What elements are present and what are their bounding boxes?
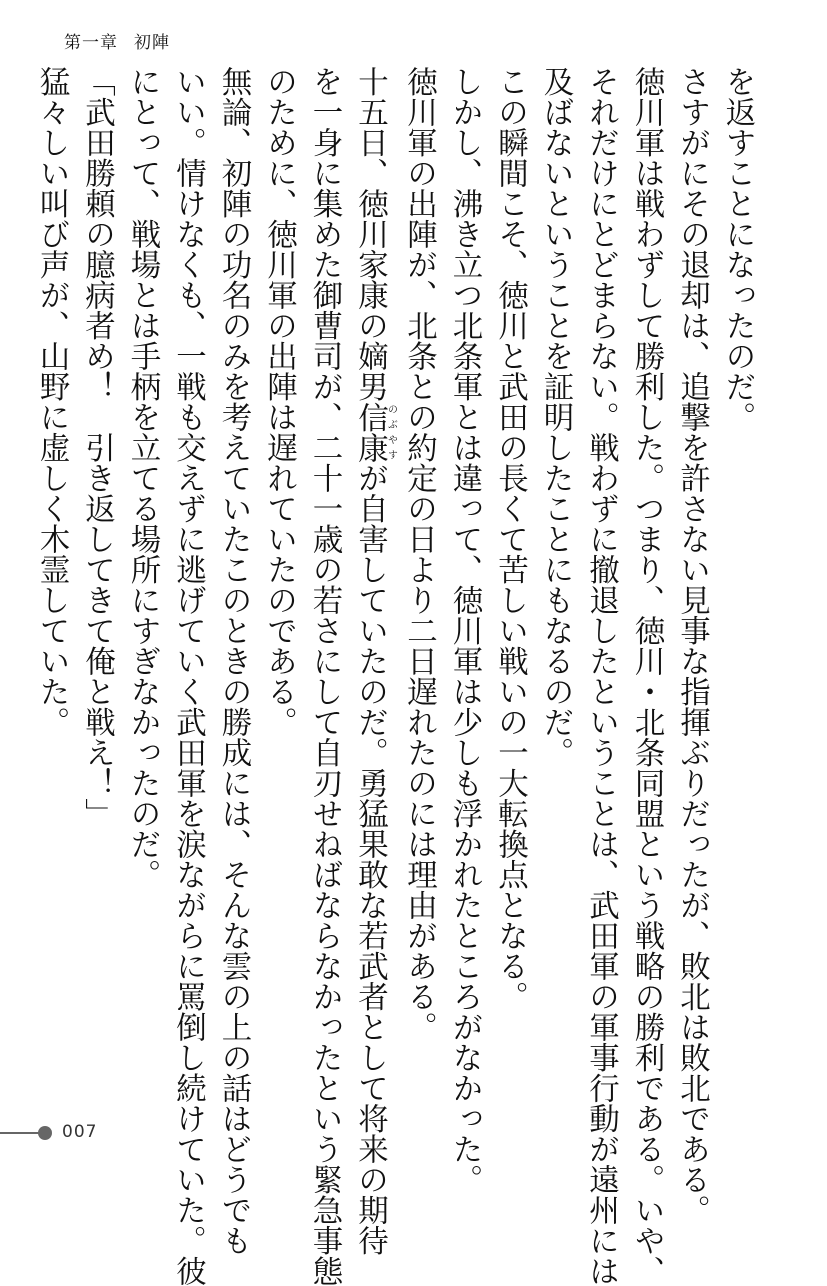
page-footer xyxy=(0,1118,200,1148)
text-segment: 十五日、徳川家康の嫡男 xyxy=(352,66,388,402)
text-line: にとって、戦場とは手柄を立てる場所にすぎなかったのだ。 xyxy=(125,66,160,890)
chapter-title: 初陣 xyxy=(134,33,170,53)
text-line: 徳川軍の出陣が、北条との約定の日より二日遅れたのには理由がある。 xyxy=(401,66,437,1042)
text-line: 猛々しい叫び声が、山野に虚しく木霊していた。 xyxy=(34,66,69,737)
text-line: さすがにその退却は、追撃を許さない見事な指揮ぶりだったが、敗北は敗北である。 xyxy=(674,66,710,1225)
text-line: 無論、初陣の功名のみを考えていたこのときの勝成には、そんな雲の上の話はどうでも xyxy=(216,66,251,1256)
ruby-word xyxy=(352,401,397,463)
text-line: いい。情けなくも、一戦も交えずに逃げていく武田軍を涙ながらに罵倒し続けていた。彼 xyxy=(170,66,206,1286)
text-line: のために、徳川軍の出陣は遅れていたのである。 xyxy=(261,66,297,737)
text-line: 及ばないということを証明したことにもなるのだ。 xyxy=(538,66,573,768)
ruby-base: 信康 xyxy=(352,401,388,463)
page-number: 007 xyxy=(62,1122,98,1142)
text-line: この瞬間こそ、徳川と武田の長くて苦しい戦いの一大転換点となる。 xyxy=(492,66,528,1012)
text-line: を返すことになったのだ。 xyxy=(720,66,755,432)
text-segment: が自害していたのだ。勇猛果敢な若武者として将来の期待 xyxy=(352,462,388,1256)
text-line: しかし、沸き立つ北条軍とは違って、徳川軍は少しも浮かれたところがなかった。 xyxy=(447,66,482,1195)
ruby-reading: のぶやす xyxy=(385,401,397,463)
footer-rule xyxy=(0,1132,40,1134)
text-line: 「武田勝頼の臆病者め！ 引き返してきて俺と戦え！」 xyxy=(79,66,115,829)
running-header xyxy=(64,28,170,53)
text-line: それだけにとどまらない。戦わずに撤退したということは、武田軍の軍事行動が遠州には xyxy=(583,66,619,1286)
text-line: 徳川軍は戦わずして勝利した。つまり、徳川・北条同盟という戦略の勝利である。いや、 xyxy=(629,66,664,1286)
chapter-number: 第一章 xyxy=(64,33,118,53)
footer-dot-icon xyxy=(38,1126,52,1140)
text-line: を一身に集めた御曹司が、二十一歳の若さにして自刃せねばならなかったという緊急事態 xyxy=(307,66,342,1286)
text-line-with-ruby xyxy=(347,66,397,1256)
